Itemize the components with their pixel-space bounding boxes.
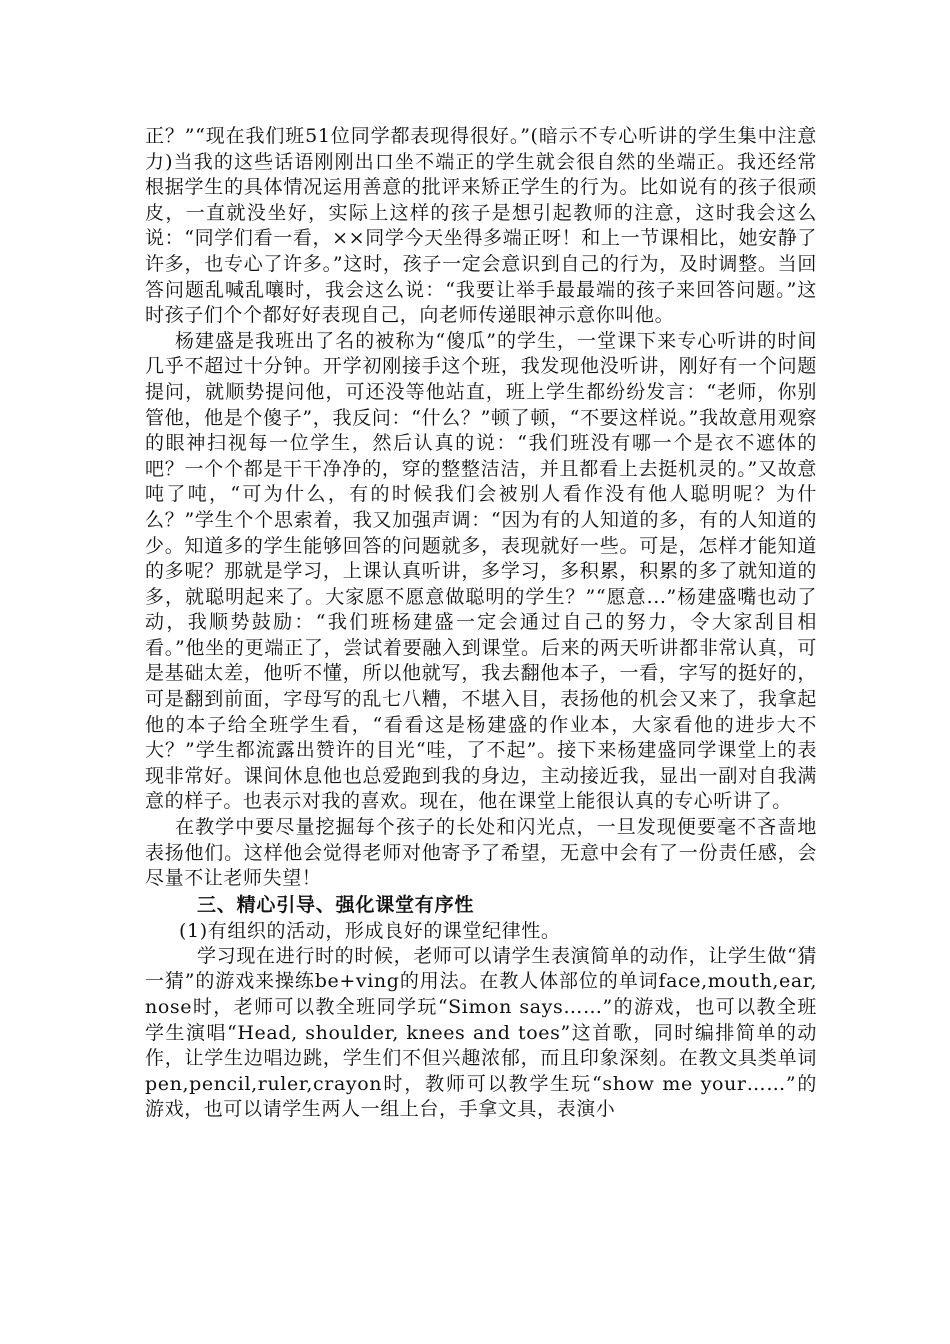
paragraph-yang-jiansheng-story: 杨建盛是我班出了名的被称为“傻瓜”的学生，一堂课下来专心听讲的时间几乎不超过十分钟。开学初刚接手这个班，我发现他没听讲，刚好有一个问题提问，就顺势提问他，可还没等他站直，班上学生都纷纷发言：“老师，你别管他，他是个傻子”，我反问：“什么？”顿了顿，“不要这样说。”我故意用观察的眼神扫视每一位学生，然后认真的说：“我们班没有哪一个是衣不遮体的吧？一个个都是干干净净的，穿的整整洁洁，并且都看上去挺机灵的。”又故意吨了吨，“可为什么，有的时候我们会被别人看作没有他人聪明呢？为什么？”学生个个思索着，我又加强声调：“因为有的人知道的多，有的人知道的少。知道多的学生能够回答的问题就多，表现就好一些。可是，怎样才能知道的多呢？那就是学习，上课认真听讲，多学习，多积累，积累的多了就知道的多，就聪明起来了。大家愿不愿意做聪明的学生？”“愿意...”杨建盛嘴也动了动，我顺势鼓励：“我们班杨建盛一定会通过自己的努力，令大家刮目相看。”他坐的更端正了，尝试着要融入到课堂。后来的两天听讲都非常认真，可是基础太差，他听不懂，所以他就写，我去翻他本子，一看，字写的挺好的，可是翻到前面，字母写的乱七八糟，不堪入目，表扬他的机会又来了，我拿起他的本子给全班学生看，“看看这是杨建盛的作业本，大家看他的进步大不大？”学生都流露出赞许的目光“哇，了不起”。接下来杨建盛同学课堂上的表现非常好。课间休息他也总爱跑到我的身边，主动接近我，显出一副对自我满意的样子。也表示对我的喜欢。现在，他在课堂上能很认真的专心听讲了。 [145,329,817,813]
paragraph-activities: 学习现在进行时的时候，老师可以请学生表演简单的动作，让学生做“猜一猜”的游戏来操练be+ving的用法。在教人体部位的单词face,mouth,ear,nose时，老师可以教全班同学玩“Simon says……”的游戏，也可以教全班学生演唱“Head, shoulder, knees and toes”这首歌，同时编排简单的动作，让学生边唱边跳，学生们不但兴趣浓郁，而且印象深刻。在教文具类单词pen,pencil,ruler,crayon时，教师可以教学生玩“show me your……”的游戏，也可以请学生两人一组上台，手拿文具，表演小 [145,944,817,1121]
paragraph-praise-strengths: 在教学中要尽量挖掘每个孩子的长处和闪光点，一旦发现便要毫不吝啬地表扬他们。这样他会觉得老师对他寄予了希望，无意中会有了一份责任感，会尽量不让老师失望！ [145,816,817,890]
document-page [145,124,817,1123]
paragraph-classroom-praise: 正？”“现在我们班51位同学都表现得很好。”(暗示不专心听讲的学生集中注意力)当我的这些话语刚刚出口坐不端正的学生就会很自然的坐端正。我还经常根据学生的具体情况运用善意的批评来矫正学生的行为。比如说有的孩子很顽皮，一直就没坐好，实际上这样的孩子是想引起教师的注意，这时我会这么说：“同学们看一看，××同学今天坐得多端正呀！和上一节课相比，她安静了许多，也专心了许多。”这时，孩子一定会意识到自己的行为，及时调整。当回答问题乱喊乱嚷时，我会这么说：“我要让举手最最端的孩子来回答问题。”这时孩子们个个都好好表现自己，向老师传递眼神示意你叫他。 [145,125,817,327]
section-heading: 三、精心引导、强化课堂有序性 [197,893,475,916]
subsection-title: (1)有组织的活动，形成良好的课堂纪律性。 [179,919,561,942]
